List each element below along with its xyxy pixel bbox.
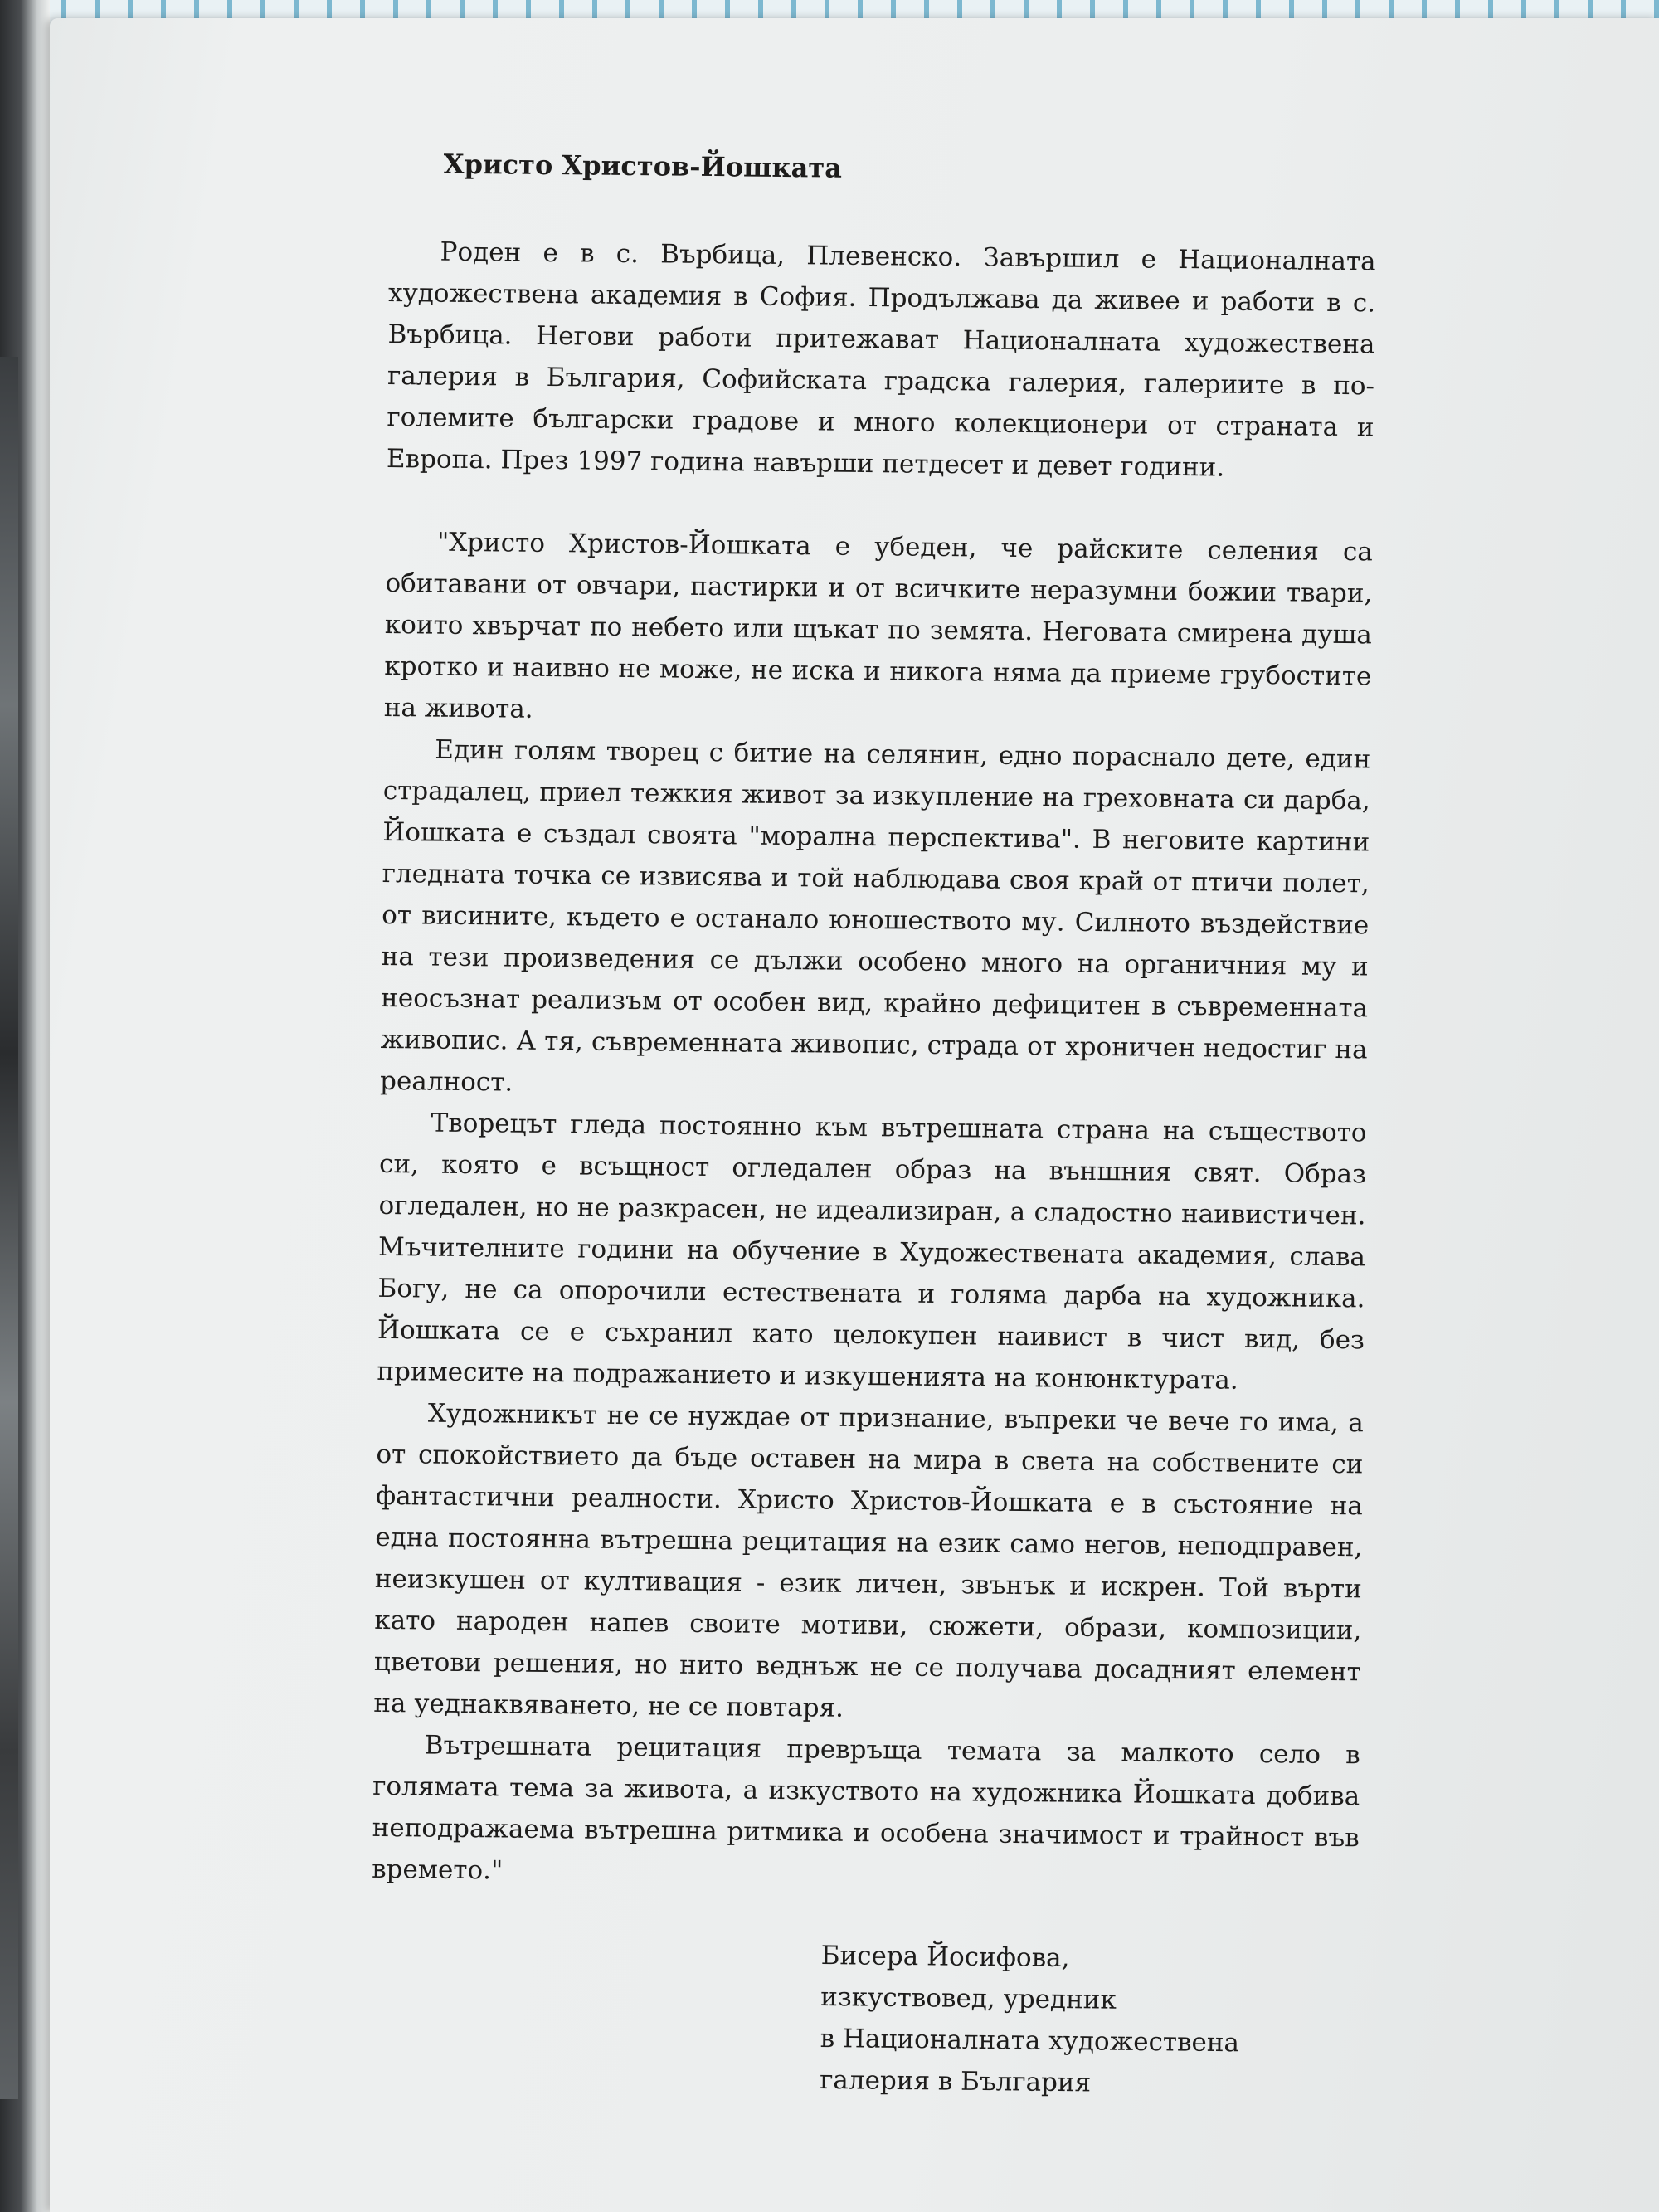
quote-paragraph-4: Художникът не се нуждае от признание, въпреки че вече го има, а от спокойствието да бъде оставен на мира в света на собствените си фантастични реалности. Христо Христов-Йошката е в състояние на една постоянна вътрешна рецитация на език само негов, неподправен, неизкушен от култивация - език личен, звънък и искрен. Той върти като народен напев своите мотиви, сюжети, образи, композиции, цветови решения, но нито веднъж не се получава досадният елемент на уеднаквяването, не се повтаря.	[373, 1398, 1365, 1723]
adjacent-page-edge	[0, 0, 50, 2212]
author-signature	[820, 1935, 1319, 2106]
signature-institution-line2: галерия в България	[819, 2064, 1092, 2098]
quote-paragraph-3: Творецът гледа постоянно към вътрешната страна на съществото си, която е всъщност огледален образ на външния свят. Образ огледален, но не разкрасен, не идеализиран, а сладостно наивистичен. Мъчителните години на обучение в Художествената академия, слава Богу, не са опорочили естествената и голяма дарба на художника. Йошката се е съхранил като целокупен наивист в чист вид, без примесите на подражанието и изкушенията на конюнктурата.	[377, 1108, 1367, 1396]
signature-institution-line1: в Националната художествена	[820, 2023, 1240, 2059]
bio-paragraph: Роден е в с. Върбица, Плевенско. Завършил е Националната художествена академия в София. Продължава да живее и работи в с. Върбица. Негови работи притежават Националната художествена галерия в България, Софийската градска галерия, галериите в по-големите български градове и много колекционери от страната и Европа. През 1997 година навърши петдесет и девет години.	[386, 236, 1376, 483]
quote-paragraph-1: "Христо Христов-Йошката е убеден, че райските селения са обитавани от овчари, пастирки и от всичките неразумни божии твари, които хвърчат по небето или щъкат по земята. Неговата смирена душа кротко и наивно не може, не иска и никога няма да приеме грубостите на живота.	[383, 527, 1374, 724]
signature-role: изкуствовед, уредник	[820, 1981, 1117, 2015]
signature-name: Бисера Йосифова,	[820, 1940, 1070, 1974]
page-text-block	[372, 143, 1377, 1900]
quote-paragraph-2: Един голям творец с битие на селянин, едно пораснало дете, един страдалец, приел тежкия живот за изкупление на греховната си дарба, Йошката е създал своята "морална перспектива". В неговите картини гледната точка се извисява и той наблюдава своя край от птичи полет, от висините, където е останало юношеството му. Силното въздействие на тези произведения се дължи особено много на органичния му и неосъзнат реализъм от особен вид, крайно дефицитен в съвременната живопис. А тя, съвременната живопис, страда от хроничен недостиг на реалност.	[379, 734, 1371, 1098]
book-page	[50, 18, 1659, 2212]
page-title: Христо Христов-Йошката	[443, 148, 843, 184]
quote-paragraph-5: Вътрешната рецитация превръща темата за малкото село в голямата тема за живота, а изкуството на художника Йошката добива неподражаема вътрешна ритмика и особена значимост и трайност във времето."	[372, 1730, 1360, 1886]
adjacent-page-photo	[0, 357, 18, 2099]
